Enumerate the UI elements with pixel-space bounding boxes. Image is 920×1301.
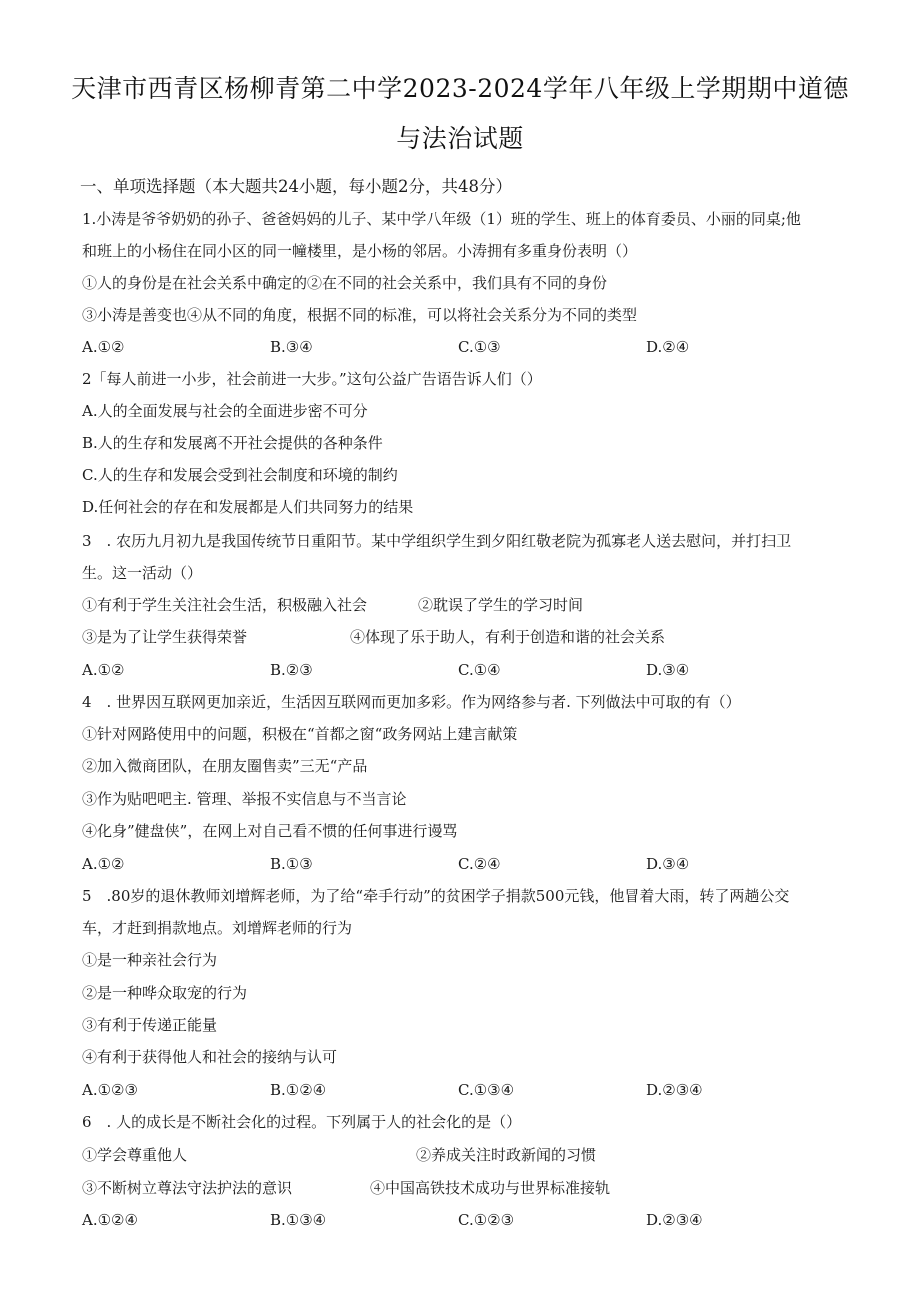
q6-statement-2: ②养成关注时政新闻的习惯 xyxy=(416,1146,597,1164)
q5-option-a: A.①②③ xyxy=(82,1081,138,1099)
q2-option-a: A.人的全面发展与社会的全面进步密不可分 xyxy=(82,402,368,420)
q3-stem-line-2: 生。这一活动（） xyxy=(82,564,203,582)
q3-option-b: B.②③ xyxy=(270,661,313,679)
q4-statement-2: ②加入微商团队，在朋友圈售卖”三无“产品 xyxy=(82,757,368,775)
q3-option-d: D.③④ xyxy=(646,661,690,679)
q1-statement-1: ①人的身份是在社会关系中确定的②在不同的社会关系中，我们具有不同的身份 xyxy=(82,274,608,292)
q5-statement-1: ①是一种亲社会行为 xyxy=(82,951,218,969)
q6-option-c: C.①②③ xyxy=(458,1211,515,1229)
section-heading: 一、单项选择题（本大题共24小题，每小题2分，共48分） xyxy=(80,177,512,196)
q1-stem-line-2: 和班上的小杨住在同小区的同一幢楼里，是小杨的邻居。小涛拥有多重身份表明（） xyxy=(82,242,638,260)
q6-stem: 6 . 人的成长是不断社会化的过程。下列属于人的社会化的是（） xyxy=(82,1113,522,1131)
q2-option-b: B.人的生存和发展离不开社会提供的各种条件 xyxy=(82,434,383,452)
q1-option-d: D.②④ xyxy=(646,338,690,356)
q3-statement-2: ②耽误了学生的学习时间 xyxy=(418,596,584,614)
q2-option-d: D.任何社会的存在和发展都是人们共同努力的结果 xyxy=(82,498,414,516)
q4-stem: 4 . 世界因互联网更加亲近，生活因互联网而更加多彩。作为网络参与者. 下列做法中可取的有（） xyxy=(82,693,741,711)
q3-option-c: C.①④ xyxy=(458,661,501,679)
q5-statement-2: ②是一种哗众取宠的行为 xyxy=(82,984,248,1002)
q4-statement-3: ③作为贴吧吧主. 管理、举报不实信息与不当言论 xyxy=(82,790,407,808)
q4-statement-1: ①针对网路使用中的问题，积极在“首都之窗“政务网站上建言献策 xyxy=(82,725,518,743)
q4-option-d: D.③④ xyxy=(646,855,690,873)
q6-option-d: D.②③④ xyxy=(646,1211,703,1229)
q3-statement-1: ①有利于学生关注社会生活，积极融入社会 xyxy=(82,596,368,614)
q1-option-b: B.③④ xyxy=(270,338,313,356)
q4-statement-4: ④化身”健盘侠”，在网上对自己看不惯的任何事进行谩骂 xyxy=(82,822,458,840)
q2-stem: 2「每人前进一小步，社会前进一大步。”这句公益广告语告诉人们（） xyxy=(82,370,542,388)
q5-option-d: D.②③④ xyxy=(646,1081,703,1099)
q1-stem-line-1: 1.小涛是爷爷奶奶的孙子、爸爸妈妈的儿子、某中学八年级（1）班的学生、班上的体育委员、小丽的同桌;他 xyxy=(82,210,801,228)
q4-option-a: A.①② xyxy=(82,855,125,873)
q4-option-c: C.②④ xyxy=(458,855,501,873)
q3-stem-line-1: 3 . 农历九月初九是我国传统节日重阳节。某中学组织学生到夕阳红敬老院为孤寡老人送去慰问，并打扫卫 xyxy=(82,532,792,550)
q6-option-a: A.①②④ xyxy=(82,1211,138,1229)
q5-option-c: C.①③④ xyxy=(458,1081,515,1099)
q5-option-b: B.①②④ xyxy=(270,1081,327,1099)
q5-statement-4: ④有利于获得他人和社会的接纳与认可 xyxy=(82,1048,338,1066)
q1-option-a: A.①② xyxy=(82,338,125,356)
q3-statement-3: ③是为了让学生获得荣誉 xyxy=(82,628,248,646)
q5-stem-line-1: 5 .80岁的退休教师刘增辉老师，为了给“牵手行动”的贫困学子捐款500元钱，他冒着大雨，转了两趟公交 xyxy=(82,887,790,905)
page-title-line-2: 与法治试题 xyxy=(396,124,524,153)
q5-statement-3: ③有利于传递正能量 xyxy=(82,1016,218,1034)
q3-statement-4: ④体现了乐于助人，有利于创造和谐的社会关系 xyxy=(350,628,666,646)
q1-statement-2: ③小涛是善变也④从不同的角度，根据不同的标准，可以将社会关系分为不同的类型 xyxy=(82,306,638,324)
q5-stem-line-2: 车，才赶到捐款地点。刘增辉老师的行为 xyxy=(82,919,353,937)
q4-option-b: B.①③ xyxy=(270,855,313,873)
q1-option-c: C.①③ xyxy=(458,338,501,356)
q6-statement-3: ③不断树立尊法守法护法的意识 xyxy=(82,1179,293,1197)
q3-option-a: A.①② xyxy=(82,661,125,679)
q6-statement-1: ①学会尊重他人 xyxy=(82,1146,188,1164)
q6-option-b: B.①③④ xyxy=(270,1211,327,1229)
q2-option-c: C.人的生存和发展会受到社会制度和环境的制约 xyxy=(82,466,398,484)
page-title-line-1: 天津市西青区杨柳青第二中学2023-2024学年八年级上学期期中道德 xyxy=(71,74,849,103)
q6-statement-4: ④中国高铁技术成功与世界标准接轨 xyxy=(370,1179,611,1197)
